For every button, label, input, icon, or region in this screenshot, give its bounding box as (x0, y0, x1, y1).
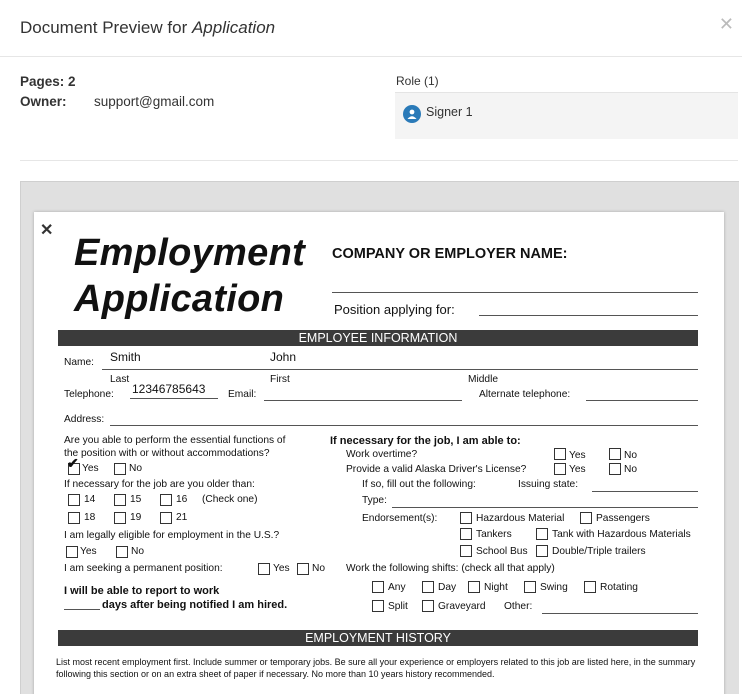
issuing-state-label: Issuing state: (518, 479, 579, 490)
checkmark-icon: ✔ (67, 455, 79, 471)
name-label: Name: (64, 357, 95, 368)
shift-graveyard-checkbox[interactable] (422, 600, 434, 612)
work-overtime-label: Work overtime? (346, 449, 418, 460)
question-permanent: I am seeking a permanent position: (64, 563, 223, 574)
license-yes-checkbox[interactable] (554, 463, 566, 475)
age-18-checkbox[interactable] (68, 512, 80, 524)
type-label: Type: (362, 495, 387, 506)
pages-value: 2 (68, 74, 76, 89)
owner-value: support@gmail.com (94, 94, 215, 109)
modal-header (0, 0, 742, 57)
permanent-yes-checkbox[interactable] (258, 563, 270, 575)
legal-no-checkbox[interactable] (116, 546, 128, 558)
alt-telephone-label: Alternate telephone: (479, 389, 571, 400)
report-line1: I will be able to report to work (64, 585, 220, 597)
overtime-yes-checkbox[interactable] (554, 448, 566, 460)
email-label: Email: (228, 389, 257, 400)
shift-night-checkbox[interactable] (468, 581, 480, 593)
last-label: Last (110, 374, 130, 385)
shift-any-checkbox[interactable] (372, 581, 384, 593)
age-14-checkbox[interactable] (68, 494, 80, 506)
user-icon (403, 105, 421, 123)
position-label: Position applying for: (334, 302, 455, 317)
document-meta (20, 72, 214, 112)
address-label: Address: (64, 414, 105, 425)
question-essential-line2: the position with or without accommodations? (64, 448, 270, 459)
document-preview[interactable] (20, 181, 739, 694)
legal-yes-checkbox[interactable] (66, 546, 78, 558)
first-name-value[interactable]: John (270, 350, 297, 364)
license-no-checkbox[interactable] (609, 463, 621, 475)
age-19-checkbox[interactable] (114, 512, 126, 524)
shift-day-checkbox[interactable] (422, 581, 434, 593)
document-close-icon[interactable]: ✕ (40, 222, 54, 239)
double-triple-checkbox[interactable] (536, 545, 548, 557)
endorsements-label: Endorsement(s): (362, 513, 438, 524)
role-list (395, 92, 738, 139)
valid-license-label: Provide a valid Alaska Driver's License? (346, 464, 527, 475)
owner-label: Owner: (20, 94, 67, 109)
document-name: Application (191, 18, 276, 37)
middle-label: Middle (468, 374, 499, 385)
able-header: If necessary for the job, I am able to: (330, 435, 521, 447)
first-label: First (270, 374, 290, 385)
hazardous-checkbox[interactable] (460, 512, 472, 524)
school-bus-checkbox[interactable] (460, 545, 472, 557)
age-15-checkbox[interactable] (114, 494, 126, 506)
question-age: If necessary for the job are you older than: (64, 479, 255, 490)
telephone-value[interactable]: 12346785643 (132, 382, 206, 396)
overtime-no-checkbox[interactable] (609, 448, 621, 460)
divider (20, 160, 738, 161)
shift-rotating-checkbox[interactable] (584, 581, 596, 593)
shift-split-checkbox[interactable] (372, 600, 384, 612)
age-21-checkbox[interactable] (160, 512, 172, 524)
if-so-label: If so, fill out the following: (362, 479, 476, 490)
tank-hazardous-checkbox[interactable] (536, 528, 548, 540)
role-count: Role (1) (396, 74, 439, 88)
form-title: Employment Application (74, 232, 306, 320)
close-icon[interactable]: ✕ (718, 14, 734, 34)
company-label: COMPANY OR EMPLOYER NAME: (332, 246, 568, 262)
employee-info-bar: EMPLOYEE INFORMATION (58, 330, 698, 346)
permanent-no-checkbox[interactable] (297, 563, 309, 575)
shift-swing-checkbox[interactable] (524, 581, 536, 593)
passengers-checkbox[interactable] (580, 512, 592, 524)
document-page: ✕ Employment Application COMPANY OR EMPLOYER NAME: Position applying for: EMPLOYEE INFORMATION Name: Smith John Last First Middle Telephone: 12346785643 Email: Alternate telephone: Address: Are you able to perform the essential functions of the position with or without accommodations? ✔ Yes No If necessary for the job are you older than: 14 15 16 (Check one) 18 19 21 I am legally eligible for employment in the U.S.? Yes No I am seeking a permanent position: Yes No I will be able to report to work days after being notified I am hired. If necessary for the job, I am able to: Work overtime? Yes No Provide a valid Alaska Driver's License? Yes No If so, fill out the following: Issuing state: Type: Endorsement(s): Hazardous Material Passengers Tankers Tank with Hazardous Materials School Bus Double/Triple trailers Work the following shifts: (check all that apply) Any Day Night Swing Rotating Split Graveyard Other: EMPLOYMENT HISTORY List most recent employment first. Include summer or temporary jobs. Be sure all your experience or employers related to this job are listed here, in the summary following this section or on an extra sheet of paper if necessary. No more than 10 years history recommended. (34, 212, 724, 694)
essential-no-checkbox[interactable] (114, 463, 126, 475)
question-essential-line1: Are you able to perform the essential functions of (64, 435, 286, 446)
telephone-label: Telephone: (64, 389, 114, 400)
pages-label: Pages: (20, 74, 65, 89)
shift-other-label: Other: (504, 601, 533, 612)
employment-history-bar: EMPLOYMENT HISTORY (58, 630, 698, 646)
role-item-signer[interactable]: Signer 1 (426, 105, 473, 119)
modal-title: Document Preview for Application (20, 18, 276, 37)
shifts-label: Work the following shifts: (check all that apply) (346, 563, 555, 574)
age-hint: (Check one) (202, 494, 258, 505)
age-16-checkbox[interactable] (160, 494, 172, 506)
question-legal: I am legally eligible for employment in the U.S.? (64, 530, 280, 541)
report-line2: days after being notified I am hired. (102, 599, 288, 611)
last-name-value[interactable]: Smith (110, 350, 141, 364)
history-instructions: List most recent employment first. Include summer or temporary jobs. Be sure all your experience or employers related to this job are listed here, in the summary following this section or on an extra sheet of paper if necessary. No more than 10 years history recommended. (56, 657, 696, 679)
tankers-checkbox[interactable] (460, 528, 472, 540)
